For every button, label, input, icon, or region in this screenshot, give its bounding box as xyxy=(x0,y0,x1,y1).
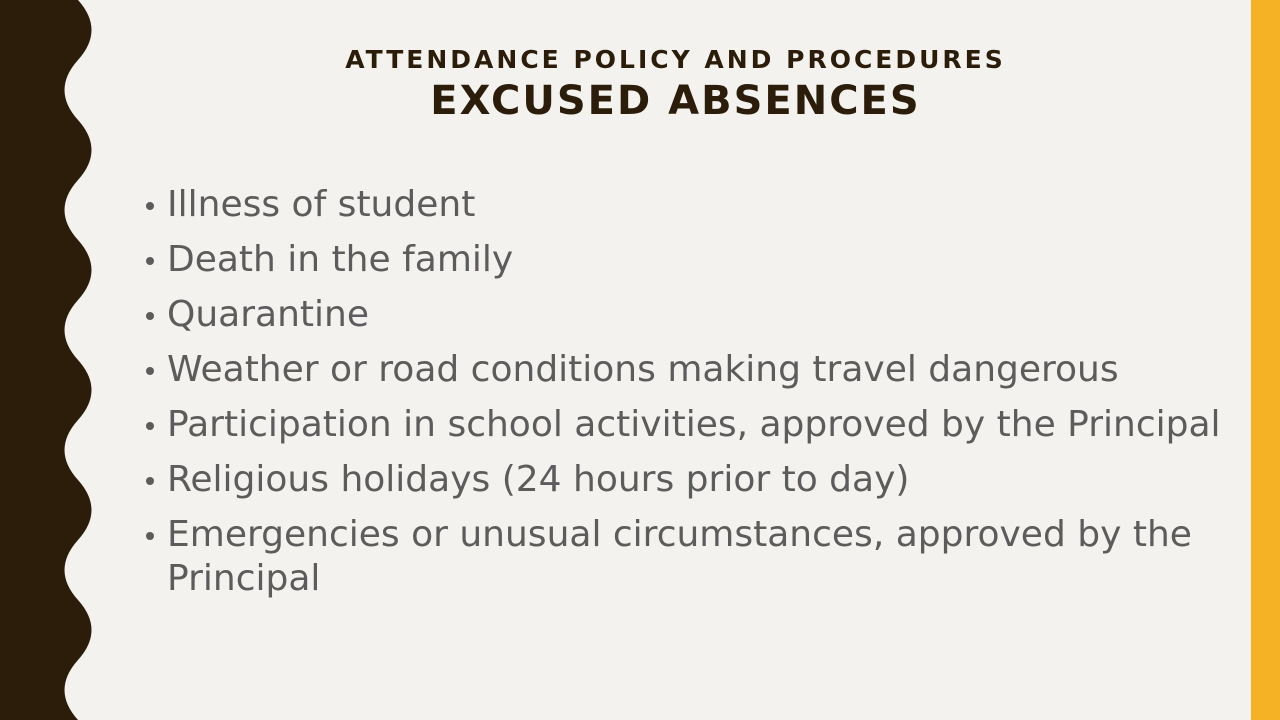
bullet-text: Quarantine xyxy=(167,294,369,335)
bullet-text: Death in the family xyxy=(167,239,514,280)
bullet-item xyxy=(146,293,1226,337)
bullet-text: Emergencies or unusual circumstances, approved by the Principal xyxy=(167,514,1192,599)
bullet-dot-icon xyxy=(146,312,154,320)
bullet-text: Religious holidays (24 hours prior to day) xyxy=(167,459,910,500)
bullet-item xyxy=(146,513,1226,601)
slide-title xyxy=(100,42,1251,124)
right-accent-bar xyxy=(1251,0,1280,720)
bullet-item xyxy=(146,348,1226,392)
bullet-dot-icon xyxy=(146,257,154,265)
bullet-item xyxy=(146,238,1226,282)
left-wavy-band xyxy=(0,0,100,720)
bullet-dot-icon xyxy=(146,477,154,485)
title-line-secondary: EXCUSED ABSENCES xyxy=(430,78,921,124)
bullet-item xyxy=(146,183,1226,227)
bullet-dot-icon xyxy=(146,532,154,540)
bullet-dot-icon xyxy=(146,202,154,210)
bullet-item xyxy=(146,403,1226,447)
bullet-dot-icon xyxy=(146,367,154,375)
bullet-list xyxy=(146,183,1226,612)
bullet-text: Weather or road conditions making travel dangerous xyxy=(167,349,1119,390)
bullet-item xyxy=(146,458,1226,502)
bullet-dot-icon xyxy=(146,422,154,430)
title-line-primary: ATTENDANCE POLICY AND PROCEDURES xyxy=(345,45,1006,74)
bullet-text: Illness of student xyxy=(167,184,476,225)
bullet-text: Participation in school activities, approved by the Principal xyxy=(167,404,1221,445)
